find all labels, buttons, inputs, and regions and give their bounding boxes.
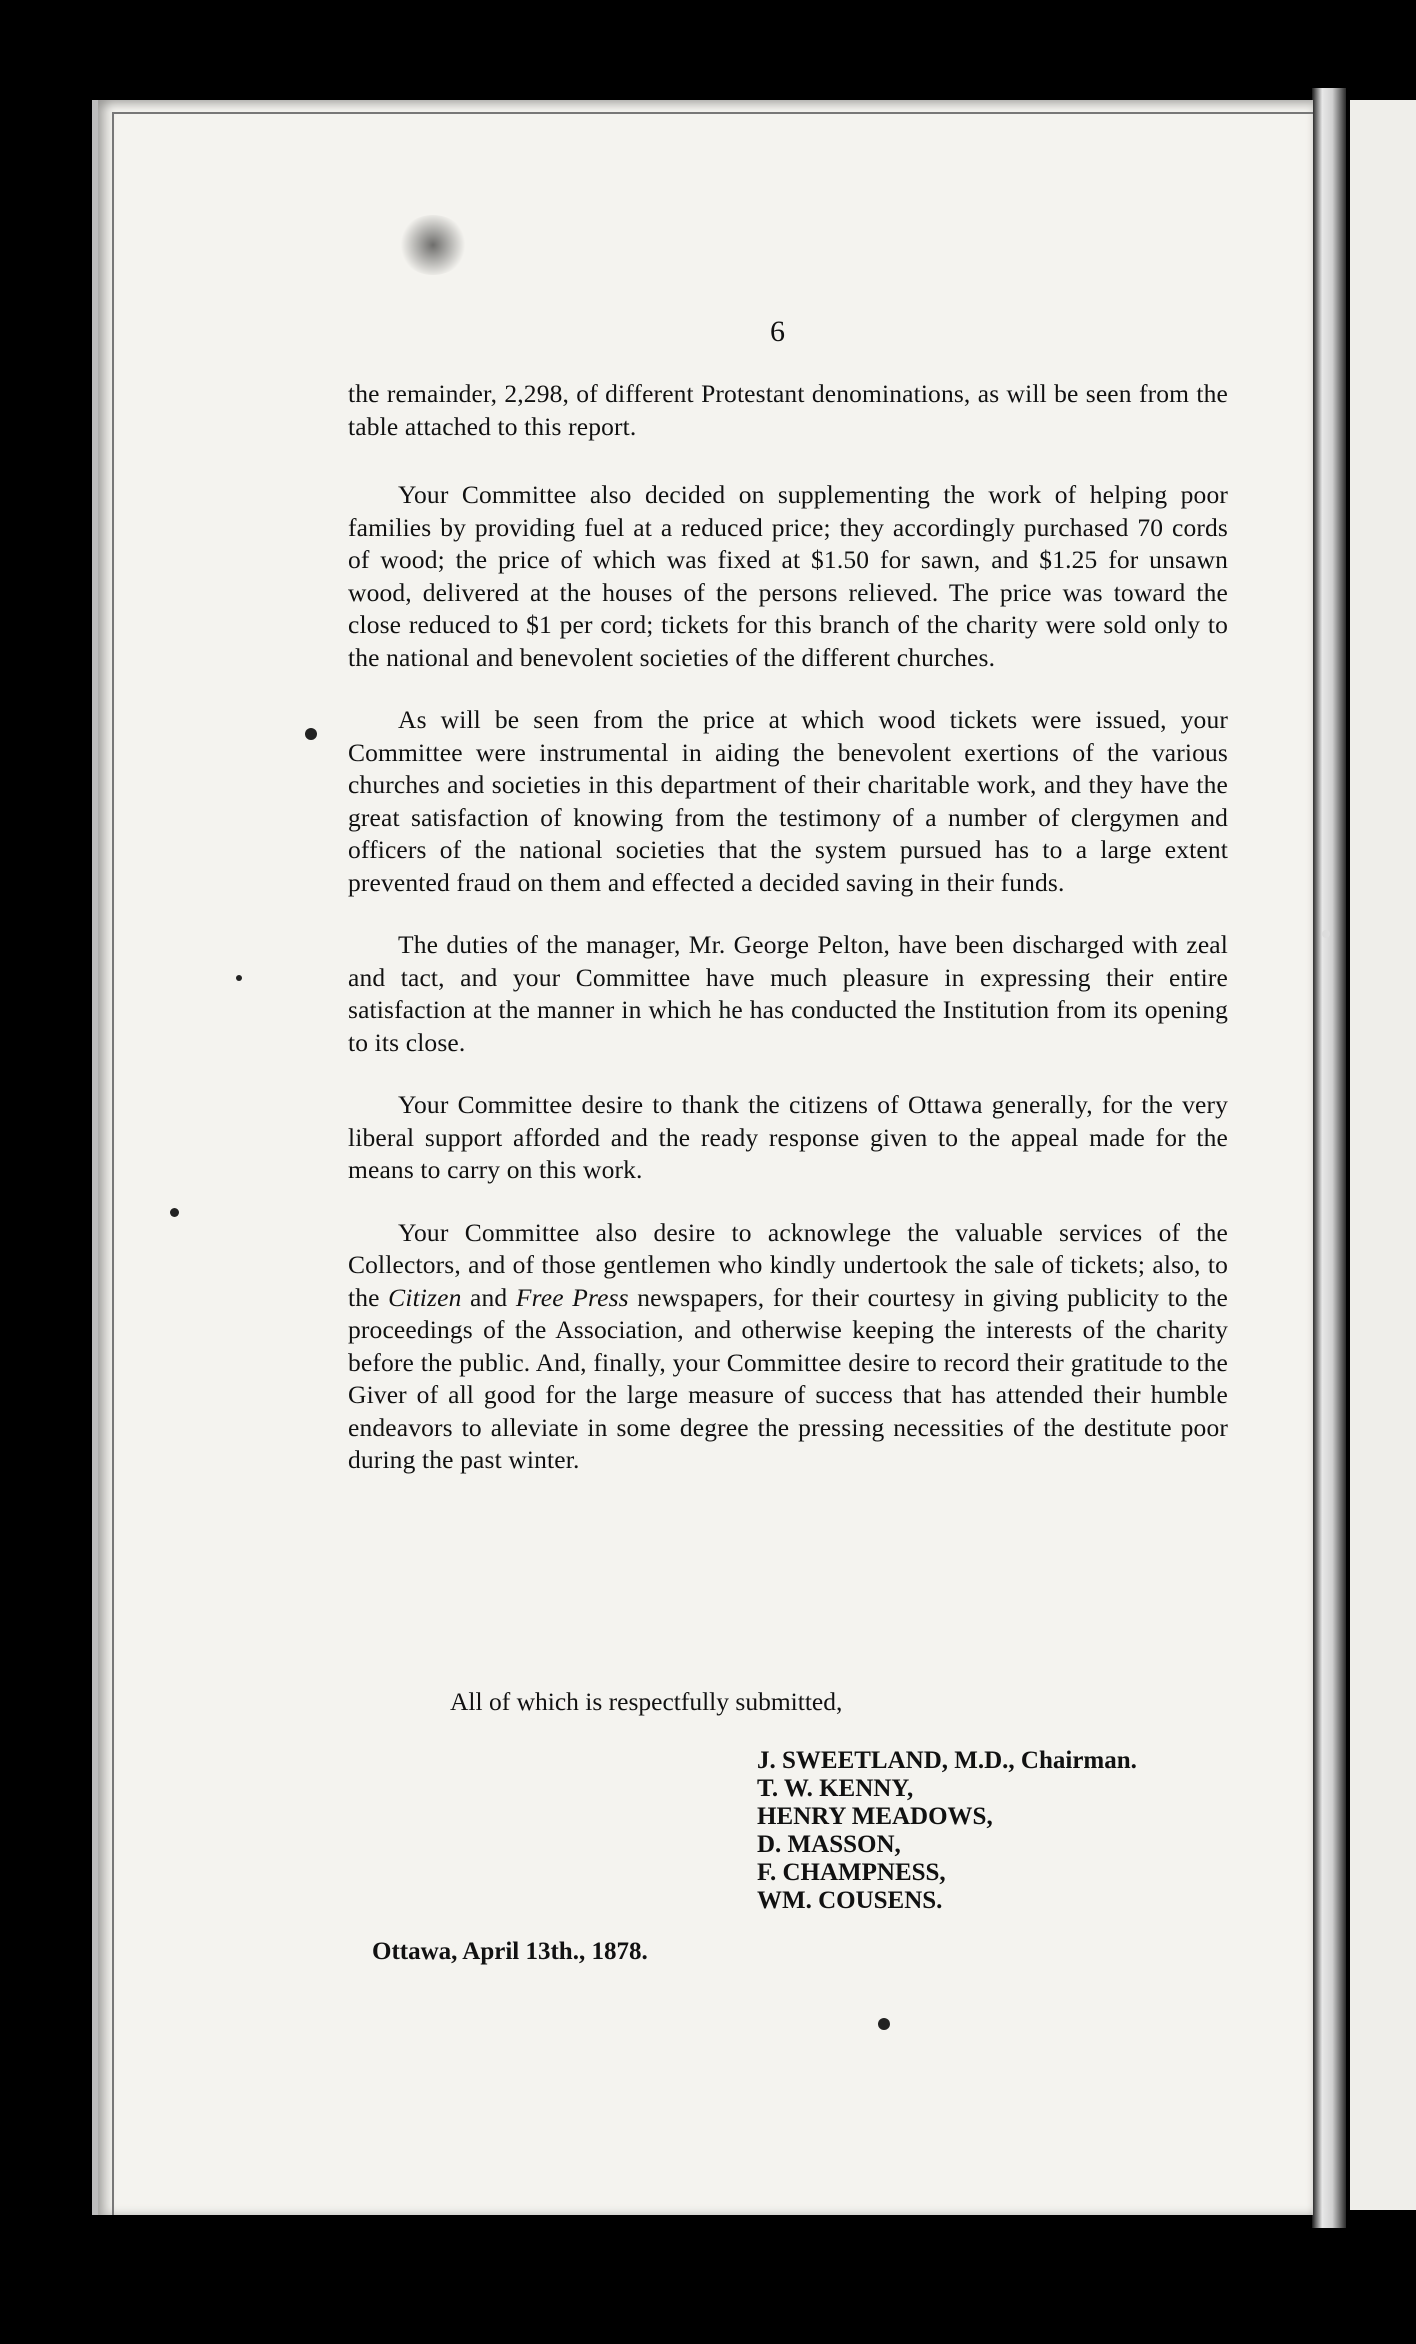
ink-speck [1322,930,1330,938]
signatory: F. CHAMPNESS, [757,1859,946,1886]
closing-line: All of which is respectfully submitted, [450,1687,843,1716]
ink-speck [878,2018,890,2030]
paragraph-5: Your Committee desire to thank the citizens of Ottawa generally, for the very liberal support afforded and the ready response given to the appeal made for the means to carry on this work. [348,1090,1228,1184]
signatory: WM. COUSENS. [757,1887,943,1914]
paragraph-3: As will be seen from the price at which wood tickets were issued, your Committee were instrumental in aiding the benevolent exertions of the various churches and societies in this department of their charitable work, and they have the great satisfaction of knowing from the testimony of a number of clergymen and officers of the national societies that the system pursued has to a large extent prevented fraud on them and effected a decided saving in their funds. [348,705,1228,897]
signatory: D. MASSON, [757,1831,901,1858]
paragraph-1: the remainder, 2,298, of different Protestant denominations, as will be seen from the table attached to this report. [348,379,1228,441]
signature-block [757,1747,1137,1915]
report-body [348,378,1228,1507]
page-number: 6 [770,315,785,348]
signatory: T. W. KENNY, [757,1775,914,1802]
ink-speck [305,728,317,740]
adjacent-page-strip [1350,100,1416,2210]
signatory-chairman: J. SWEETLAND, M.D., Chairman. [757,1747,1137,1774]
paragraph-6-part-1: Your Committee also desire to acknowlege the valuable services of the Collectors, and of those gentlemen who kindly undertook the sale of tickets; also, to the [348,1217,1228,1312]
paragraph-4: The duties of the manager, Mr. George Pelton, have been discharged with zeal and tact, and your Committee have much pleasure in expressing their entire satisfaction at the manner in which he has conducted the Institution from its opening to its close. [348,930,1228,1057]
paragraph-6-part-2: newspapers, for their courtesy in giving publicity to the proceedings of the Association, and otherwise keeping the interests of the charity before the public. And, finally, your Committee desire to record their gratitude to the Giver of all good for the large measure of success that has attended their humble endeavors to alleviate in some degree the pressing necessities of the destitute poor during the past winter. [348,1282,1228,1474]
paragraph-2: Your Committee also decided on supplementing the work of helping poor families by providing fuel at a reduced price; they accordingly purchased 70 cords of wood; the price of which was fixed at $1.50 for sawn, and $1.25 for unsawn wood, delivered at the houses of the persons relieved. The price was toward the close reduced to $1 per cord; tickets for this branch of the charity were sold only to the national and benevolent societies of the different churches. [348,480,1228,672]
page-edge-shadow [1312,88,1346,2228]
citizen-newspaper: Citizen [388,1282,462,1312]
signatory: HENRY MEADOWS, [757,1803,993,1830]
paragraph-6-and: and [461,1282,516,1312]
ink-speck [236,975,242,981]
free-press-newspaper: Free Press [515,1282,629,1312]
ink-speck [170,1208,179,1217]
ink-smudge [398,215,468,275]
date-line: Ottawa, April 13th., 1878. [372,1938,648,1965]
paragraph-6 [348,1217,1228,1477]
